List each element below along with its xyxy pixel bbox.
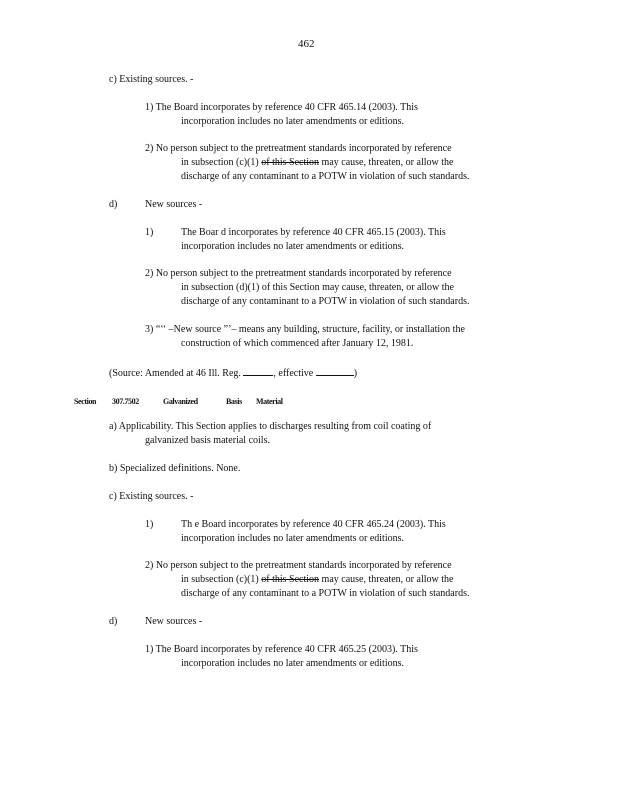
register-number-blank	[243, 366, 273, 376]
applicability-line1: a) Applicability. This Section applies to discharges resulting from coil coating of	[109, 421, 432, 432]
paragraph-d1-line1: The Boar d incorporates by reference 40 CFR 465.15 (2003). This	[181, 227, 446, 238]
new-sources-letter: d)	[109, 199, 118, 210]
specialized-definitions: b) Specialized definitions. None.	[109, 463, 241, 474]
paragraph-d1-number: 1)	[145, 227, 154, 238]
paragraph-d3-line1: 3) “‘‘ –New source ”’– means any building, structure, facility, or installation the	[145, 324, 465, 335]
paragraph-d2-line1: 2) No person subject to the pretreatment standards incorporated by reference	[145, 268, 452, 279]
source-note	[109, 366, 357, 380]
struck-text: of this Section	[261, 157, 320, 168]
paragraph-2c1-line1: Th e Board incorporates by reference 40 CFR 465.24 (2003). This	[181, 519, 446, 530]
new-sources-heading: New sources -	[145, 199, 203, 210]
paragraph-d3-line2: construction of which commenced after January 12, 1981.	[181, 338, 414, 349]
paragraph-2d1-line2: incorporation includes no later amendments or editions.	[181, 658, 404, 669]
paragraph-c1-line1: 1) The Board incorporates by reference 40 CFR 465.14 (2003). This	[145, 102, 418, 113]
existing-sources-heading: c) Existing sources. -	[109, 74, 194, 85]
subsection-ref-2: in subsection (c)(1)	[181, 574, 259, 585]
paragraph-d2-line3: discharge of any contaminant to a POTW in violation of such standards.	[181, 296, 470, 307]
struck-text-2: of this Section	[261, 574, 320, 585]
paragraph-c2-line2	[181, 157, 453, 169]
source-note-prefix: (Source: Amended at 46 Ill. Reg.	[109, 368, 241, 379]
paragraph-d2-line2: in subsection (d)(1) of this Section may cause, threaten, or allow the	[181, 282, 454, 293]
page-number: 462	[298, 38, 315, 50]
paragraph-c1-line2: incorporation includes no later amendments or editions.	[181, 116, 404, 127]
section-label: Section	[74, 397, 97, 406]
new-sources-letter-2: d)	[109, 616, 118, 627]
section-title-word1: Galvanized	[163, 397, 198, 406]
subsection-ref: in subsection (c)(1)	[181, 157, 259, 168]
new-sources-heading-2: New sources -	[145, 616, 203, 627]
paragraph-c2-line3: discharge of any contaminant to a POTW in violation of such standards.	[181, 171, 470, 182]
paragraph-2d1-line1: 1) The Board incorporates by reference 40 CFR 465.25 (2003). This	[145, 644, 418, 655]
paragraph-2c2-line1: 2) No person subject to the pretreatment standards incorporated by reference	[145, 560, 452, 571]
effective-date-blank	[316, 366, 354, 376]
paragraph-c2-line1: 2) No person subject to the pretreatment standards incorporated by reference	[145, 143, 452, 154]
section-title-word2: Basis	[226, 397, 242, 406]
paragraph-d1-line2: incorporation includes no later amendments or editions.	[181, 241, 404, 252]
paragraph-2c1-line2: incorporation includes no later amendments or editions.	[181, 533, 404, 544]
applicability-line2: galvanized basis material coils.	[145, 435, 270, 446]
existing-sources-heading-2: c) Existing sources. -	[109, 491, 194, 502]
paragraph-2c1-number: 1)	[145, 519, 154, 530]
section-title-word3: Material	[256, 397, 283, 406]
source-note-close: )	[353, 368, 358, 379]
paragraph-2c2-line2-rest: may cause, threaten, or allow the	[319, 574, 454, 585]
source-note-effective: , effective	[273, 368, 314, 379]
paragraph-c2-line2-rest: may cause, threaten, or allow the	[319, 157, 454, 168]
paragraph-2c2-line3: discharge of any contaminant to a POTW in violation of such standards.	[181, 588, 470, 599]
section-number: 307.7502	[112, 397, 139, 406]
paragraph-2c2-line2	[181, 574, 453, 586]
